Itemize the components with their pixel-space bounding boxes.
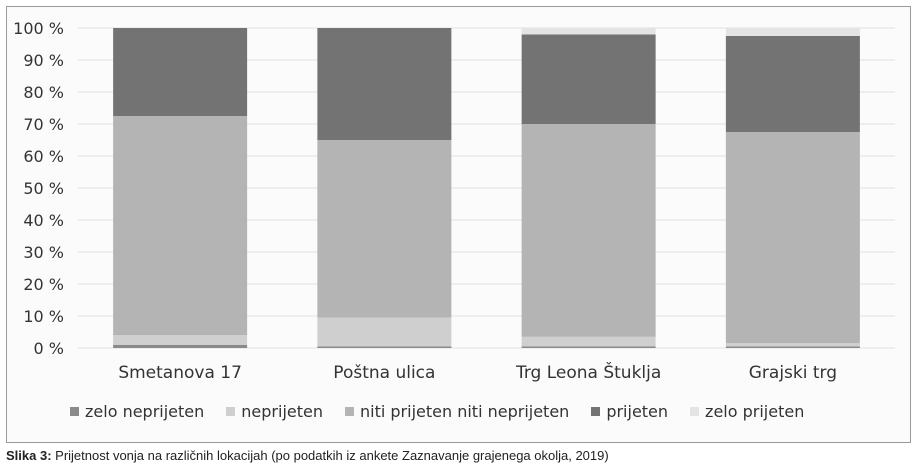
legend-item [345,402,569,421]
legend-label: prijeten [606,402,669,421]
legend-label: zelo prijeten [705,402,805,421]
legend-label: neprijeten [241,402,323,421]
bar-segment [522,28,656,34]
legend-item [591,402,668,421]
bar-segment [113,28,247,116]
bar-segment [113,116,247,335]
y-tick-label: 30 % [23,243,64,262]
bar-segment [522,124,656,337]
x-tick-label: Grajski trg [748,363,838,383]
y-tick-label: 80 % [23,83,64,102]
y-tick-label: 40 % [23,211,64,230]
bar-segment [113,345,247,348]
legend-item [690,402,804,421]
legend-swatch [345,407,354,416]
bar-segment [522,337,656,347]
y-tick-label: 10 % [23,307,64,326]
figure-caption [6,448,609,463]
bar-segment [522,346,656,348]
x-tick-label: Trg Leona Štuklja [515,363,662,383]
bar-segment [726,28,860,36]
legend-swatch [591,407,600,416]
x-tick-label: Poštna ulica [333,363,436,383]
legend-label: zelo neprijeten [85,402,205,421]
bar-segment [726,36,860,132]
legend-label: niti prijeten niti neprijeten [360,402,570,421]
legend-swatch [226,407,235,416]
y-tick-label: 70 % [23,115,64,134]
y-tick-label: 100 % [13,19,64,38]
caption-text: Prijetnost vonja na različnih lokacijah (po podatkih iz ankete Zaznavanje grajenega okolja, 2019) [51,448,609,463]
legend-swatch [70,407,79,416]
bar-segment [317,28,451,140]
y-tick-label: 50 % [23,179,64,198]
bar-segment [317,140,451,318]
bar-segment [726,132,860,343]
bar-segment [317,346,451,348]
legend-swatch [690,407,699,416]
y-tick-label: 90 % [23,51,64,70]
x-tick-label: Smetanova 17 [118,363,242,383]
legend-item [226,402,323,421]
bar-segment [113,335,247,345]
bar-segment [726,346,860,348]
caption-label: Slika 3: [6,448,52,463]
bar-segment [522,34,656,124]
y-tick-label: 20 % [23,275,64,294]
chart-legend [70,402,804,421]
y-tick-label: 60 % [23,147,64,166]
legend-item [70,402,204,421]
y-tick-label: 0 % [33,339,64,358]
bar-segment [317,318,451,347]
bar-segment [726,343,860,346]
